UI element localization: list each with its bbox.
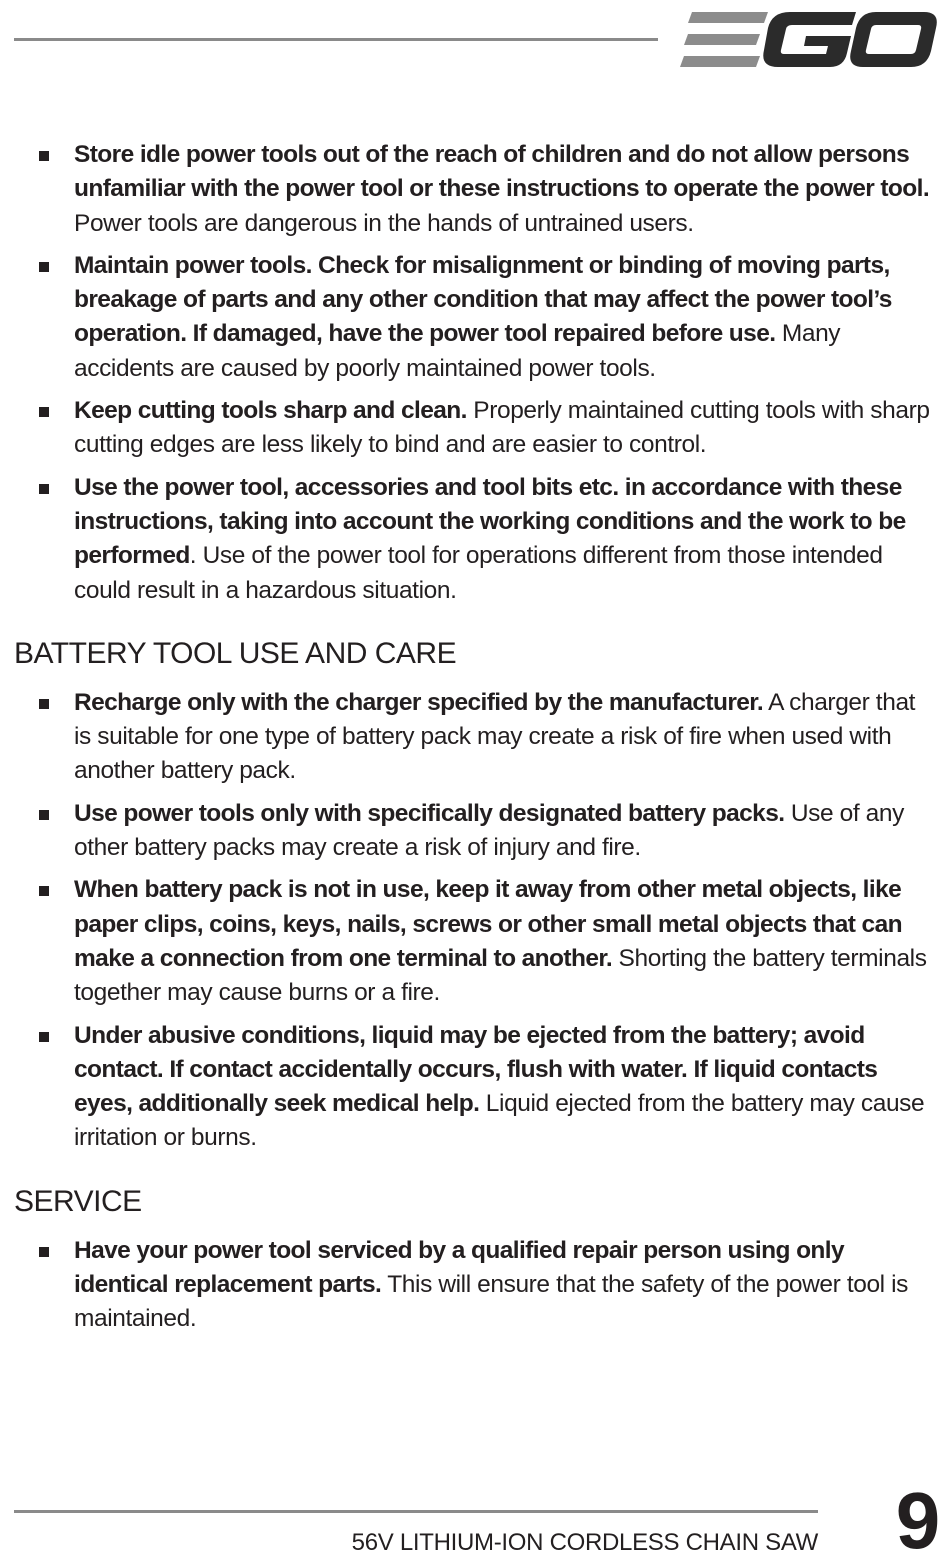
square-bullet-icon: [39, 810, 49, 820]
square-bullet-icon: [39, 262, 49, 272]
square-bullet-icon: [39, 886, 49, 896]
bullet-list-service: [14, 1234, 938, 1337]
header-rule: [14, 38, 658, 41]
bullet-body-text: A charger that is suitable for one type of battery pack may create a risk of fire when used with another battery pack.: [74, 688, 916, 785]
bullet-bold-text: Under abusive conditions, liquid may be ejected from the battery; avoid contact. If contact accidentally occurs, flush with water. If liquid contacts eyes, additionally seek medical help.: [74, 1021, 878, 1118]
bullet-store-idle-tools: [14, 138, 938, 241]
square-bullet-icon: [39, 407, 49, 417]
bullet-designated-packs: [14, 797, 938, 866]
footer-product-title: 56V LITHIUM-ION CORDLESS CHAIN SAW: [351, 1529, 818, 1556]
bullet-body-text: This will ensure that the safety of the power tool is maintained.: [74, 1271, 909, 1333]
bullet-bold-text: Maintain power tools. Check for misalignment or binding of moving parts, breakage of parts and any other condition that may affect the power tool’s operation. If damaged, have the power tool repaired before use.: [74, 251, 892, 348]
section-heading-battery: BATTERY TOOL USE AND CARE: [14, 636, 457, 670]
page-number: 9: [895, 1476, 941, 1565]
bullet-serviced: [14, 1234, 938, 1337]
bullet-body-text: . Use of the power tool for operations different from those intended could result in a hazardous situation.: [74, 542, 883, 604]
bullet-abusive-conditions: [14, 1019, 938, 1156]
bullet-body-text: Properly maintained cutting tools with sharp cutting edges are less likely to bind and are easier to control.: [74, 397, 930, 459]
bullet-body-text: Use of any other battery packs may create a risk of injury and fire.: [74, 799, 904, 862]
bullet-bold-text: When battery pack is not in use, keep it away from other metal objects, like paper clips, coins, keys, nails, screws or other small metal objects that can make a connection from one terminal to another.: [74, 876, 902, 972]
main-content: [14, 138, 938, 1345]
square-bullet-icon: [39, 1032, 49, 1042]
square-bullet-icon: [39, 151, 49, 161]
bullet-use-accordance: [14, 471, 938, 608]
bullet-bold-text: Keep cutting tools sharp and clean.: [74, 397, 467, 425]
bullet-body-text: Power tools are dangerous in the hands of untrained users.: [74, 209, 694, 237]
square-bullet-icon: [39, 699, 49, 709]
bullet-recharge: [14, 686, 938, 789]
bullet-body-text: Shorting the battery terminals together may cause burns or a fire.: [74, 944, 927, 1007]
bullet-bold-text: Store idle power tools out of the reach of children and do not allow persons unfamiliar with the power tool or these instructions to operate the power tool.: [74, 141, 930, 203]
bullet-metal-objects: [14, 873, 938, 1010]
square-bullet-icon: [39, 1247, 49, 1257]
bullet-bold-text: Recharge only with the charger specified by the manufacturer.: [74, 688, 764, 716]
ego-logo-icon: [680, 8, 938, 70]
bullet-list-battery: [14, 686, 938, 1156]
bullet-bold-text: Use the power tool, accessories and tool bits etc. in accordance with these instructions, taking into account the working conditions and the work to be performed: [74, 473, 906, 570]
section-heading-service: SERVICE: [14, 1184, 142, 1218]
bullet-maintain-tools: [14, 249, 938, 386]
bullet-bold-text: Have your power tool serviced by a qualified repair person using only identical replacement parts.: [74, 1236, 845, 1299]
bullet-body-text: Liquid ejected from the battery may cause irritation or burns.: [74, 1090, 925, 1152]
bullet-body-text: Many accidents are caused by poorly maintained power tools.: [74, 320, 841, 382]
bullet-list-general: [14, 138, 938, 608]
bullet-bold-text: Use power tools only with specifically designated battery packs.: [74, 799, 785, 827]
footer-rule: [14, 1510, 818, 1513]
square-bullet-icon: [39, 484, 49, 494]
bullet-sharp-tools: [14, 394, 938, 463]
